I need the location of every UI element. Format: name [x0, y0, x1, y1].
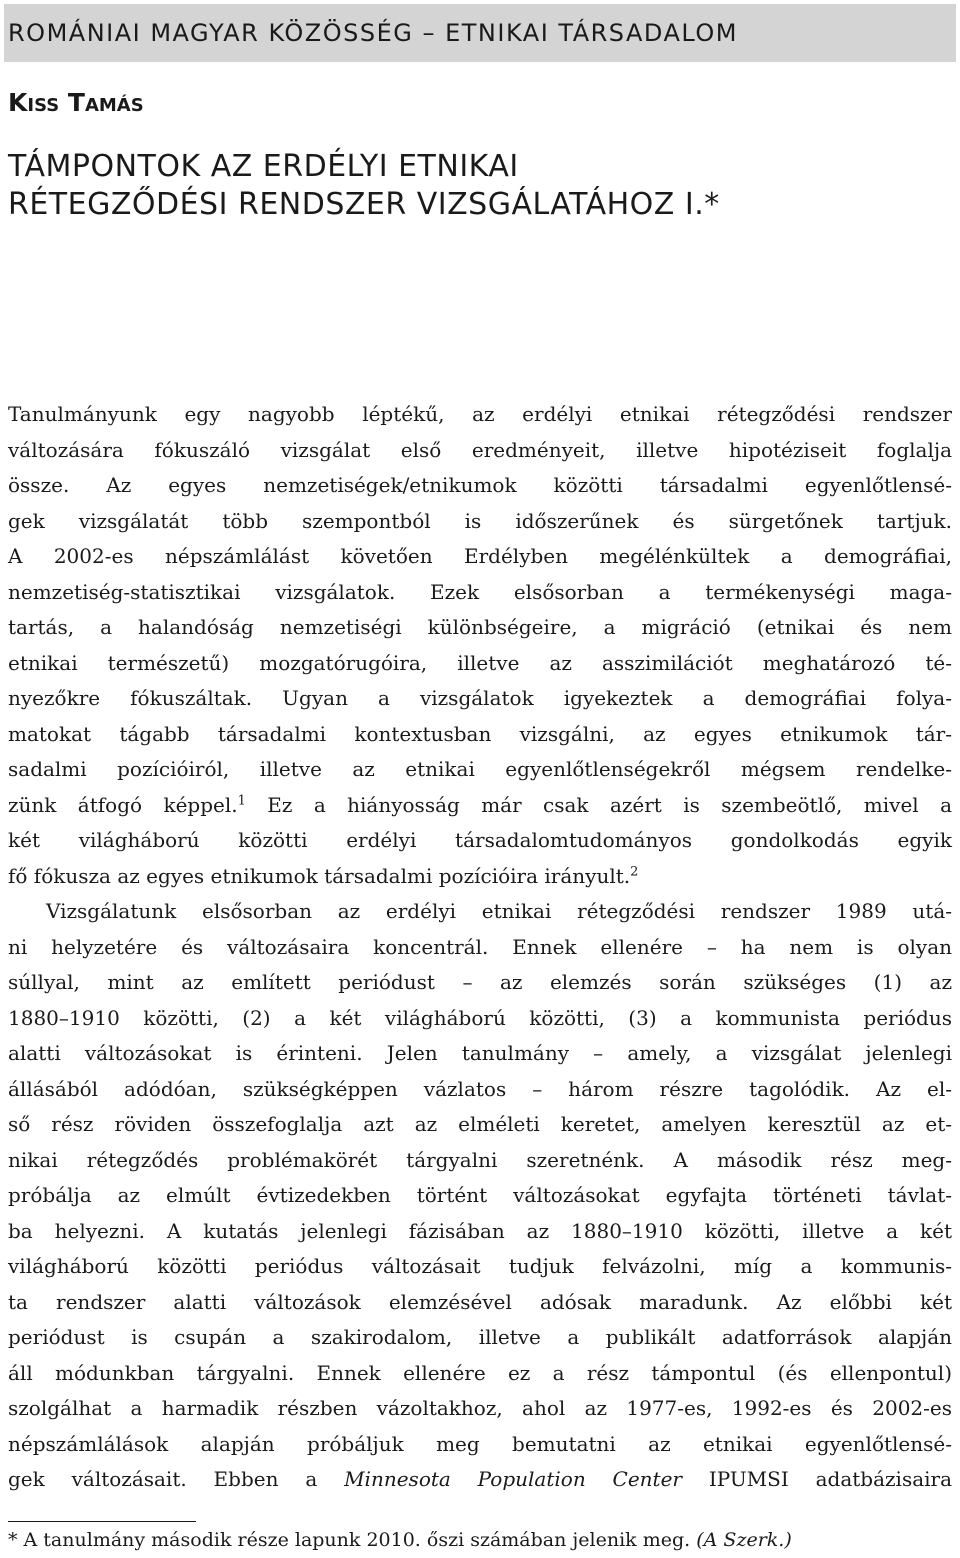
footnote	[8, 1526, 952, 1554]
text-line: próbálja az elmúlt évtizedekben történt változásokat egyfajta történeti távlat-	[8, 1183, 952, 1207]
text-line: ni helyzetére és változásaira koncentrál. Ennek ellenére – ha nem is olyan	[8, 934, 952, 959]
title-line: RÉTEGZŐDÉSI RENDSZER VIZSGÁLATÁHOZ I.*	[8, 187, 720, 222]
footnote-divider	[8, 1521, 196, 1522]
text-fragment: gek változásait. Ebben a	[8, 1467, 345, 1491]
text-line	[8, 859, 952, 895]
text-line: ta rendszer alatti változások elemzésével adósak maradunk. Az előbbi két	[8, 1289, 952, 1314]
paragraph	[8, 894, 952, 1498]
text-line: nikai rétegződés problémakörét tárgyalni szeretnénk. A második rész meg-	[8, 1147, 952, 1172]
text-line: ső rész röviden összefoglalja azt az elméleti keretet, amelyen keresztül az et-	[8, 1112, 952, 1136]
text-line: népszámlálások alapján próbáljuk meg bemutatni az etnikai egyenlőtlensé-	[8, 1431, 952, 1456]
article-title	[8, 148, 908, 224]
text-line: össze. Az egyes nemzetiségek/etnikumok közötti társadalmi egyenlőtlensé-	[8, 473, 952, 497]
text-line: ba helyezni. A kutatás jelenlegi fázisában az 1880–1910 közötti, illetve a két	[8, 1218, 952, 1243]
text-line: tartás, a halandóság nemzetiségi különbségeire, a migráció (etnikai és nem	[8, 615, 952, 639]
text-fragment: IPUMSI adatbázisaira	[681, 1467, 953, 1491]
text-line	[8, 1462, 952, 1498]
text-line: áll módunkban tárgyalni. Ennek ellenére ez a rész támpontul (és ellenpontul)	[8, 1360, 952, 1385]
text-line: változására fókuszáló vizsgálat első eredményeit, illetve hipotéziseit foglalja	[8, 437, 952, 462]
author-name: Kiss Tamás	[8, 88, 144, 117]
text-line: A 2002-es népszámlálást követően Erdélyben megélénkültek a demográfiai,	[8, 544, 952, 568]
text-line: 1880–1910 közötti, (2) a két világháború közötti, (3) a kommunista periódus	[8, 1005, 952, 1030]
footnote-text: * A tanulmány második része lapunk 2010. őszi számában jelenik meg.	[8, 1529, 691, 1551]
text-line: súllyal, mint az említett periódust – az elemzés során szükséges (1) az	[8, 970, 952, 994]
text-line: nemzetiség-statisztikai vizsgálatok. Ezek elsősorban a termékenységi maga-	[8, 579, 952, 604]
text-fragment: zünk átfogó képpel.	[8, 792, 238, 817]
text-line: állásából adódóan, szükségképpen vázlatos – három részre tagolódik. Az el-	[8, 1076, 952, 1101]
section-header-text: ROMÁNIAI MAGYAR KÖZÖSSÉG – ETNIKAI TÁRSADALOM	[8, 19, 738, 47]
title-line: TÁMPONTOK AZ ERDÉLYI ETNIKAI	[8, 149, 519, 184]
text-line: világháború közötti periódus változásait tudjuk felvázolni, míg a kommunis-	[8, 1254, 952, 1278]
text-fragment: fő fókusza az egyes etnikumok társadalmi pozícióira irányult.	[8, 863, 631, 888]
text-line: sadalmi pozícióiról, illetve az etnikai egyenlőtlenségekről mégsem rendelke-	[8, 757, 952, 781]
section-header-bar	[4, 4, 956, 62]
text-line: gek vizsgálatát több szempontból is időszerűnek és sürgetőnek tartjuk.	[8, 508, 952, 533]
footnote-credit: (A Szerk.)	[696, 1529, 792, 1551]
text-line: etnikai természetű) mozgatórugóira, illetve az asszimilációt meghatározó té-	[8, 650, 952, 675]
footnote-marker: 1	[237, 792, 246, 808]
text-line	[8, 788, 952, 824]
article-body	[8, 397, 952, 1498]
emphasized-text: Minnesota Population Center	[344, 1467, 682, 1491]
text-line: két világháború közötti erdélyi társadalomtudományos gondolkodás egyik	[8, 828, 952, 852]
footnote-marker: 2	[630, 863, 639, 879]
text-fragment: Ez a hiányosság már csak azért is szembeötlő, mivel a	[245, 792, 952, 817]
text-line: nyezőkre fókuszáltak. Ugyan a vizsgálatok igyekeztek a demográfiai folya-	[8, 686, 952, 710]
text-line: periódust is csupán a szakirodalom, illetve a publikált adatforrások alapján	[8, 1325, 952, 1349]
paragraph	[8, 397, 952, 894]
text-line: Tanulmányunk egy nagyobb léptékű, az erdélyi etnikai rétegződési rendszer	[8, 402, 952, 426]
text-line: matokat tágabb társadalmi kontextusban vizsgálni, az egyes etnikumok tár-	[8, 721, 952, 746]
text-line: szolgálhat a harmadik részben vázoltakhoz, ahol az 1977-es, 1992-es és 2002-es	[8, 1396, 952, 1420]
text-line: Vizsgálatunk elsősorban az erdélyi etnikai rétegződési rendszer 1989 utá-	[46, 899, 952, 923]
text-line: alatti változásokat is érinteni. Jelen tanulmány – amely, a vizsgálat jelenlegi	[8, 1041, 952, 1065]
